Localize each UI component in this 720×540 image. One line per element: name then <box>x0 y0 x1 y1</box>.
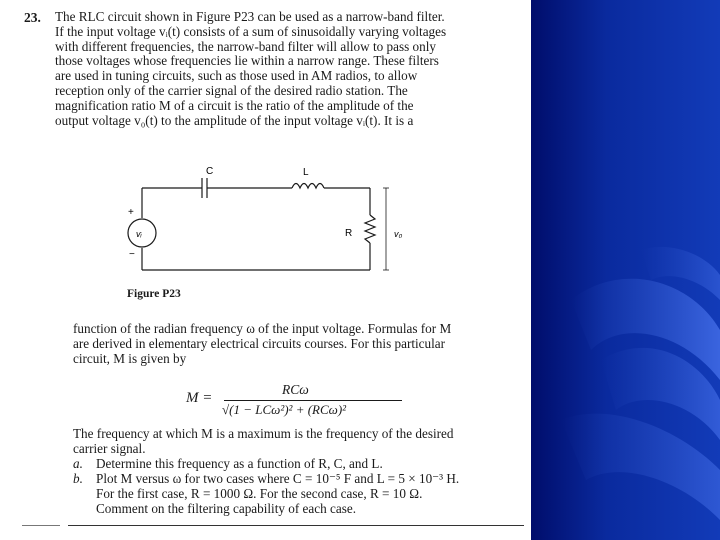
inductor-label: L <box>303 167 309 178</box>
intro-line: magnification ratio M of a circuit is the ratio of the amplitude of the <box>55 97 414 113</box>
intro-line: If the input voltage vᵢ(t) consists of a sum of sinusoidally varying voltages <box>55 23 447 39</box>
output-label: v₀ <box>394 229 403 239</box>
item-b-continued <box>73 487 513 502</box>
intro-line: reception only of the carrier signal of the desired radio station. The <box>55 82 408 98</box>
formula-lhs: M = <box>186 390 213 406</box>
decorative-blue-panel <box>531 0 720 540</box>
formula-denominator: √(1 − LCω²)² + (RCω)² <box>222 402 347 417</box>
continuation-line: are derived in elementary electrical circuits courses. For this particular <box>73 335 446 351</box>
capacitor-label: C <box>206 166 214 177</box>
figure-caption: Figure P23 <box>127 288 181 300</box>
problem-continuation <box>73 322 493 366</box>
intro-line: those voltages whose frequencies lie within a narrow range. These filters <box>55 53 439 69</box>
problem-tail <box>73 427 513 517</box>
item-text: Comment on the filtering capability of each case. <box>96 500 356 516</box>
continuation-line: function of the radian frequency ω of the input voltage. Formulas for M <box>73 321 452 336</box>
item-a <box>73 457 513 472</box>
intro-line: are used in tuning circuits, such as those used in AM radios, to allow <box>55 68 418 84</box>
item-marker: a. <box>73 455 83 471</box>
item-text: For the first case, R = 1000 Ω. For the second case, R = 10 Ω. <box>96 485 423 501</box>
resistor-zigzag <box>365 215 375 243</box>
resistor-label: R <box>345 228 353 239</box>
item-b <box>73 472 513 487</box>
continuation-line: circuit, M is given by <box>73 350 187 366</box>
inductor-coil <box>292 184 324 189</box>
swirl-pattern <box>531 0 720 540</box>
tail-line: The frequency at which M is a maximum is the frequency of the desired <box>73 426 454 441</box>
intro-line: The RLC circuit shown in Figure P23 can be used as a narrow-band filter. <box>55 9 445 24</box>
fraction-bar <box>224 400 402 401</box>
tail-line: carrier signal. <box>73 440 146 456</box>
intro-line: with different frequencies, the narrow-band filter will allow to pass only <box>55 38 436 54</box>
item-text: Determine this frequency as a function of R, C, and L. <box>96 455 383 471</box>
formula-numerator: RCω <box>282 382 309 397</box>
item-b-continued <box>73 502 513 517</box>
rlc-circuit-diagram <box>118 160 418 280</box>
source-label: vᵢ <box>136 229 142 239</box>
intro-line: output voltage v₀(t) to the amplitude of the input voltage vᵢ(t). It is a <box>55 112 414 128</box>
minus-sign: − <box>129 249 135 260</box>
problem-intro <box>55 10 485 128</box>
magnification-formula <box>186 382 476 427</box>
item-marker: b. <box>73 470 83 486</box>
item-text: Plot M versus ω for two cases where C = 10⁻⁵ F and L = 5 × 10⁻³ H. <box>96 470 460 486</box>
voltage-source-circle <box>128 219 156 247</box>
bottom-rule-short <box>22 525 60 526</box>
problem-number: 23. <box>24 10 41 25</box>
plus-sign: + <box>128 207 134 218</box>
bottom-rule <box>68 525 524 526</box>
